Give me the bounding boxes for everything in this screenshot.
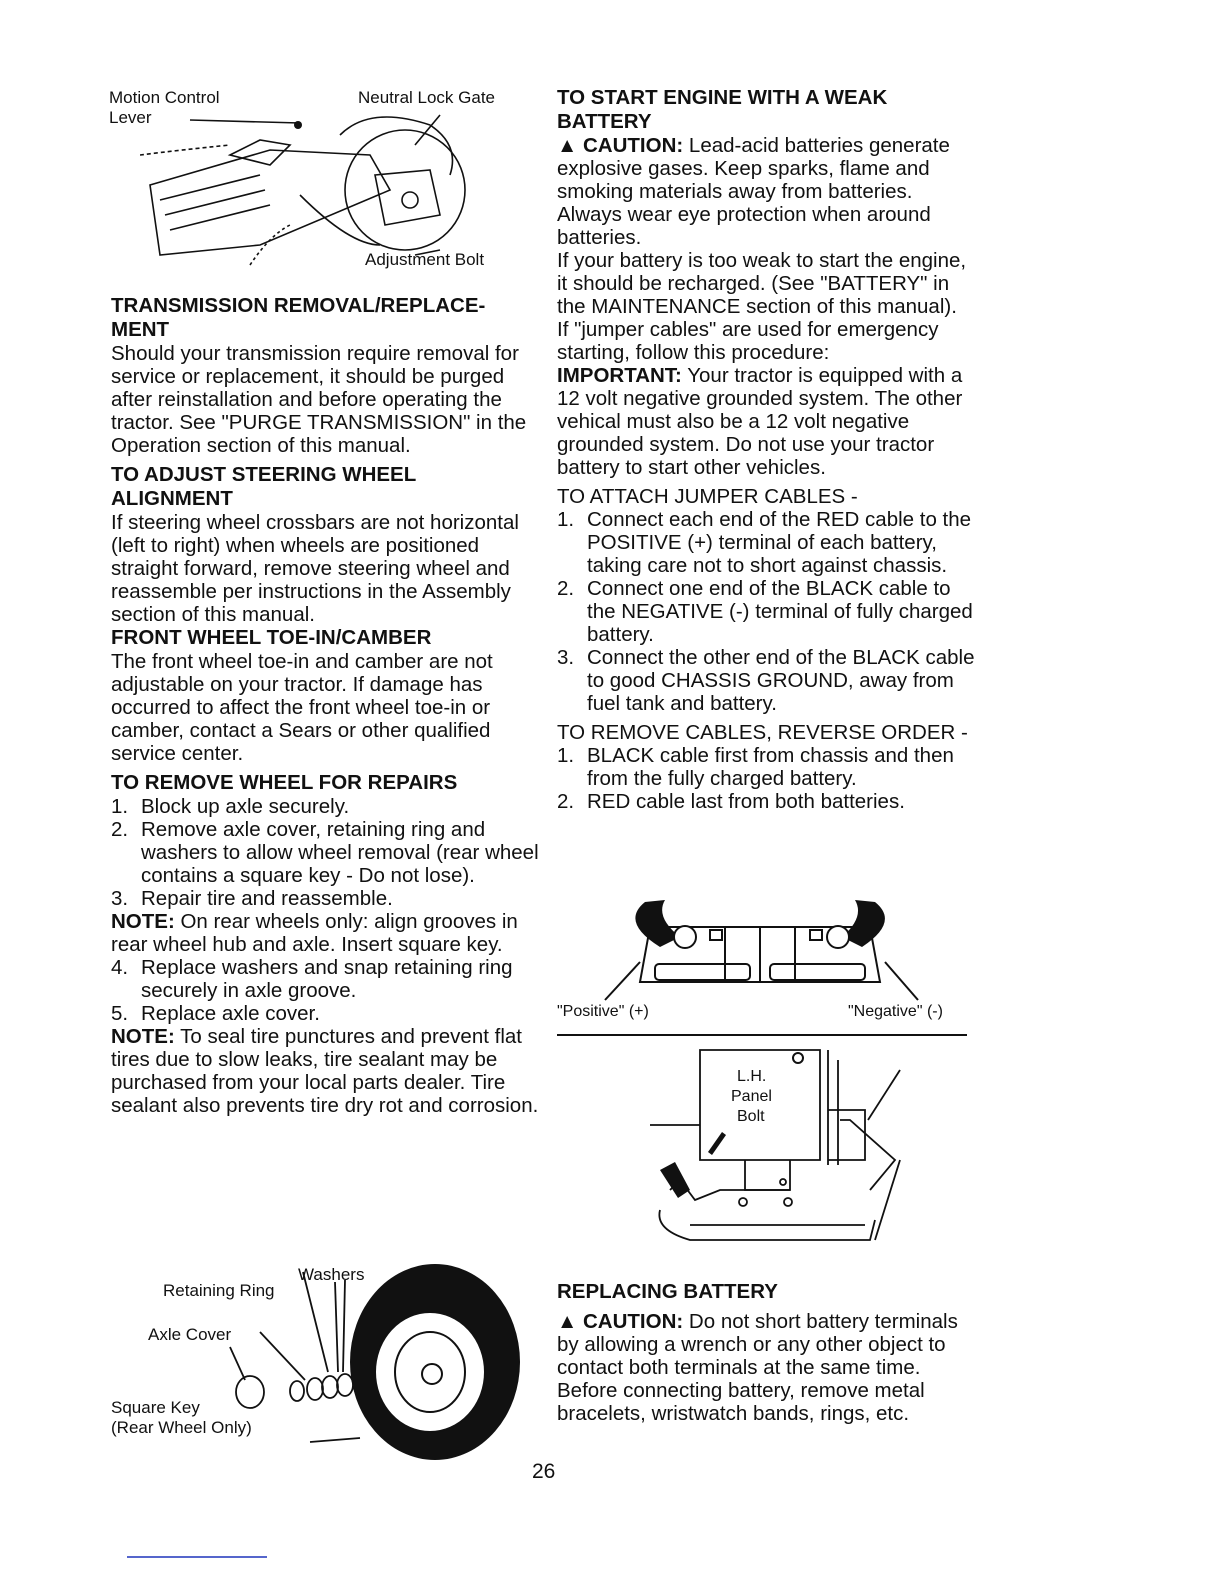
lh-label: L.H.: [737, 1068, 767, 1085]
replacing-caution: ▲ CAUTION: Do not short battery terminals by allowing a wrench or any other object to contact both terminals at the same time. Before connecting battery, remove metal bracelets, wristwatch bands, rings, etc.: [557, 1310, 958, 1425]
attach-heading: TO ATTACH JUMPER CABLES -: [557, 485, 858, 508]
list-item: 2. Remove axle cover, retaining ring and washers to allow wheel removal (rear wheel contains a square key - Do not lose).: [111, 818, 539, 887]
weak-battery-caution: ▲ CAUTION: Lead-acid batteries generate explosive gases. Keep sparks, flame and smoking materials away from batteries. Always wear eye protection when around batteries.: [557, 134, 950, 249]
steering-heading: TO ADJUST STEERING WHEEL ALIGNMENT: [111, 463, 416, 510]
panel-bolt-illustration: [650, 1040, 920, 1255]
page-number: 26: [532, 1460, 556, 1483]
warning-icon: ▲: [557, 134, 578, 157]
list-item: 3. Connect the other end of the BLACK cable to good CHASSIS GROUND, away from fuel tank and battery.: [557, 646, 975, 715]
weak-battery-para1: If your battery is too weak to start the engine, it should be recharged. (See "BATTERY" in the MAINTENANCE section of this manual).: [557, 249, 967, 318]
motion-control-label: Motion Control: [109, 88, 220, 107]
battery-illustration: [600, 892, 920, 1002]
retaining-ring-label: Retaining Ring: [163, 1281, 275, 1300]
list-item: 3. Repair tire and reassemble.: [111, 887, 393, 910]
remove-wheel-heading: TO REMOVE WHEEL FOR REPAIRS: [111, 771, 458, 794]
list-item: 2. Connect one end of the BLACK cable to the NEGATIVE (-) terminal of fully charged battery.: [557, 577, 973, 646]
square-key-label: Square Key: [111, 1398, 200, 1417]
axle-cover-label: Axle Cover: [148, 1325, 232, 1344]
bolt-label: Bolt: [737, 1108, 765, 1125]
remove-cables-heading: TO REMOVE CABLES, REVERSE ORDER -: [557, 721, 968, 744]
toein-body: The front wheel toe-in and camber are not adjustable on your tractor. If damage has occurred to affect the front wheel toe-in or camber, contact a Sears or other qualified service center.: [111, 650, 493, 765]
weak-battery-heading: TO START ENGINE WITH A WEAK BATTERY: [557, 86, 888, 133]
footer-rule: [127, 1556, 267, 1558]
note-rear-wheel: NOTE: On rear wheels only: align grooves in rear wheel hub and axle. Insert square key.: [111, 910, 518, 956]
warning-icon: ▲: [557, 1310, 578, 1333]
replacing-heading: REPLACING BATTERY: [557, 1280, 778, 1303]
adjustment-bolt-label: Adjustment Bolt: [365, 250, 485, 269]
replacing-battery-section: [557, 1280, 977, 1425]
toein-heading: FRONT WHEEL TOE-IN/CAMBER: [111, 626, 432, 649]
positive-label: "Positive" (+): [557, 1003, 649, 1020]
transmission-body: Should your transmission require removal for service or replacement, it should be purged after reinstallation and before operating the tractor. See "PURGE TRANSMISSION" in the Operation section of this manual.: [111, 342, 527, 457]
right-column: [557, 86, 977, 813]
figure-divider: [557, 1034, 967, 1036]
list-item: 4. Replace washers and snap retaining ring securely in axle groove.: [111, 956, 513, 1002]
washers-label: Washers: [298, 1265, 365, 1284]
weak-battery-para2: If "jumper cables" are used for emergency starting, follow this procedure:: [557, 318, 939, 364]
steering-body: If steering wheel crossbars are not horizontal (left to right) when wheels are positioned straight forward, remove steering wheel and reassemble per instructions in the Assembly section of this manual.: [111, 511, 519, 626]
list-item: 1. BLACK cable first from chassis and then from the fully charged battery.: [557, 744, 954, 790]
negative-label: "Negative" (-): [848, 1003, 943, 1020]
panel-label: Panel: [731, 1088, 772, 1105]
list-item: 1. Block up axle securely.: [111, 795, 350, 818]
list-item: 5. Replace axle cover.: [111, 1002, 320, 1025]
list-item: 1. Connect each end of the RED cable to the POSITIVE (+) terminal of each battery, taking care not to short against chassis.: [557, 508, 972, 577]
transmission-heading: TRANSMISSION REMOVAL/REPLACE-MENT: [111, 294, 486, 341]
note-tire-sealant: NOTE: To seal tire punctures and prevent flat tires due to slow leaks, tire sealant may be purchased from your local parts dealer. Tire sealant also prevents tire dry rot and corrosion.: [111, 1025, 539, 1117]
motion-control-illustration: [140, 95, 480, 275]
list-item: 2. RED cable last from both batteries.: [557, 790, 905, 813]
left-column: [111, 294, 541, 1117]
rear-wheel-only-label: (Rear Wheel Only): [111, 1418, 252, 1437]
neutral-lock-gate-label: Neutral Lock Gate: [358, 88, 496, 107]
lever-label: Lever: [109, 108, 152, 127]
weak-battery-important: IMPORTANT: Your tractor is equipped with a 12 volt negative grounded system. The other vehical must also be a 12 volt negative grounded system. Do not use your tractor battery to start other vehicles.: [557, 364, 963, 479]
